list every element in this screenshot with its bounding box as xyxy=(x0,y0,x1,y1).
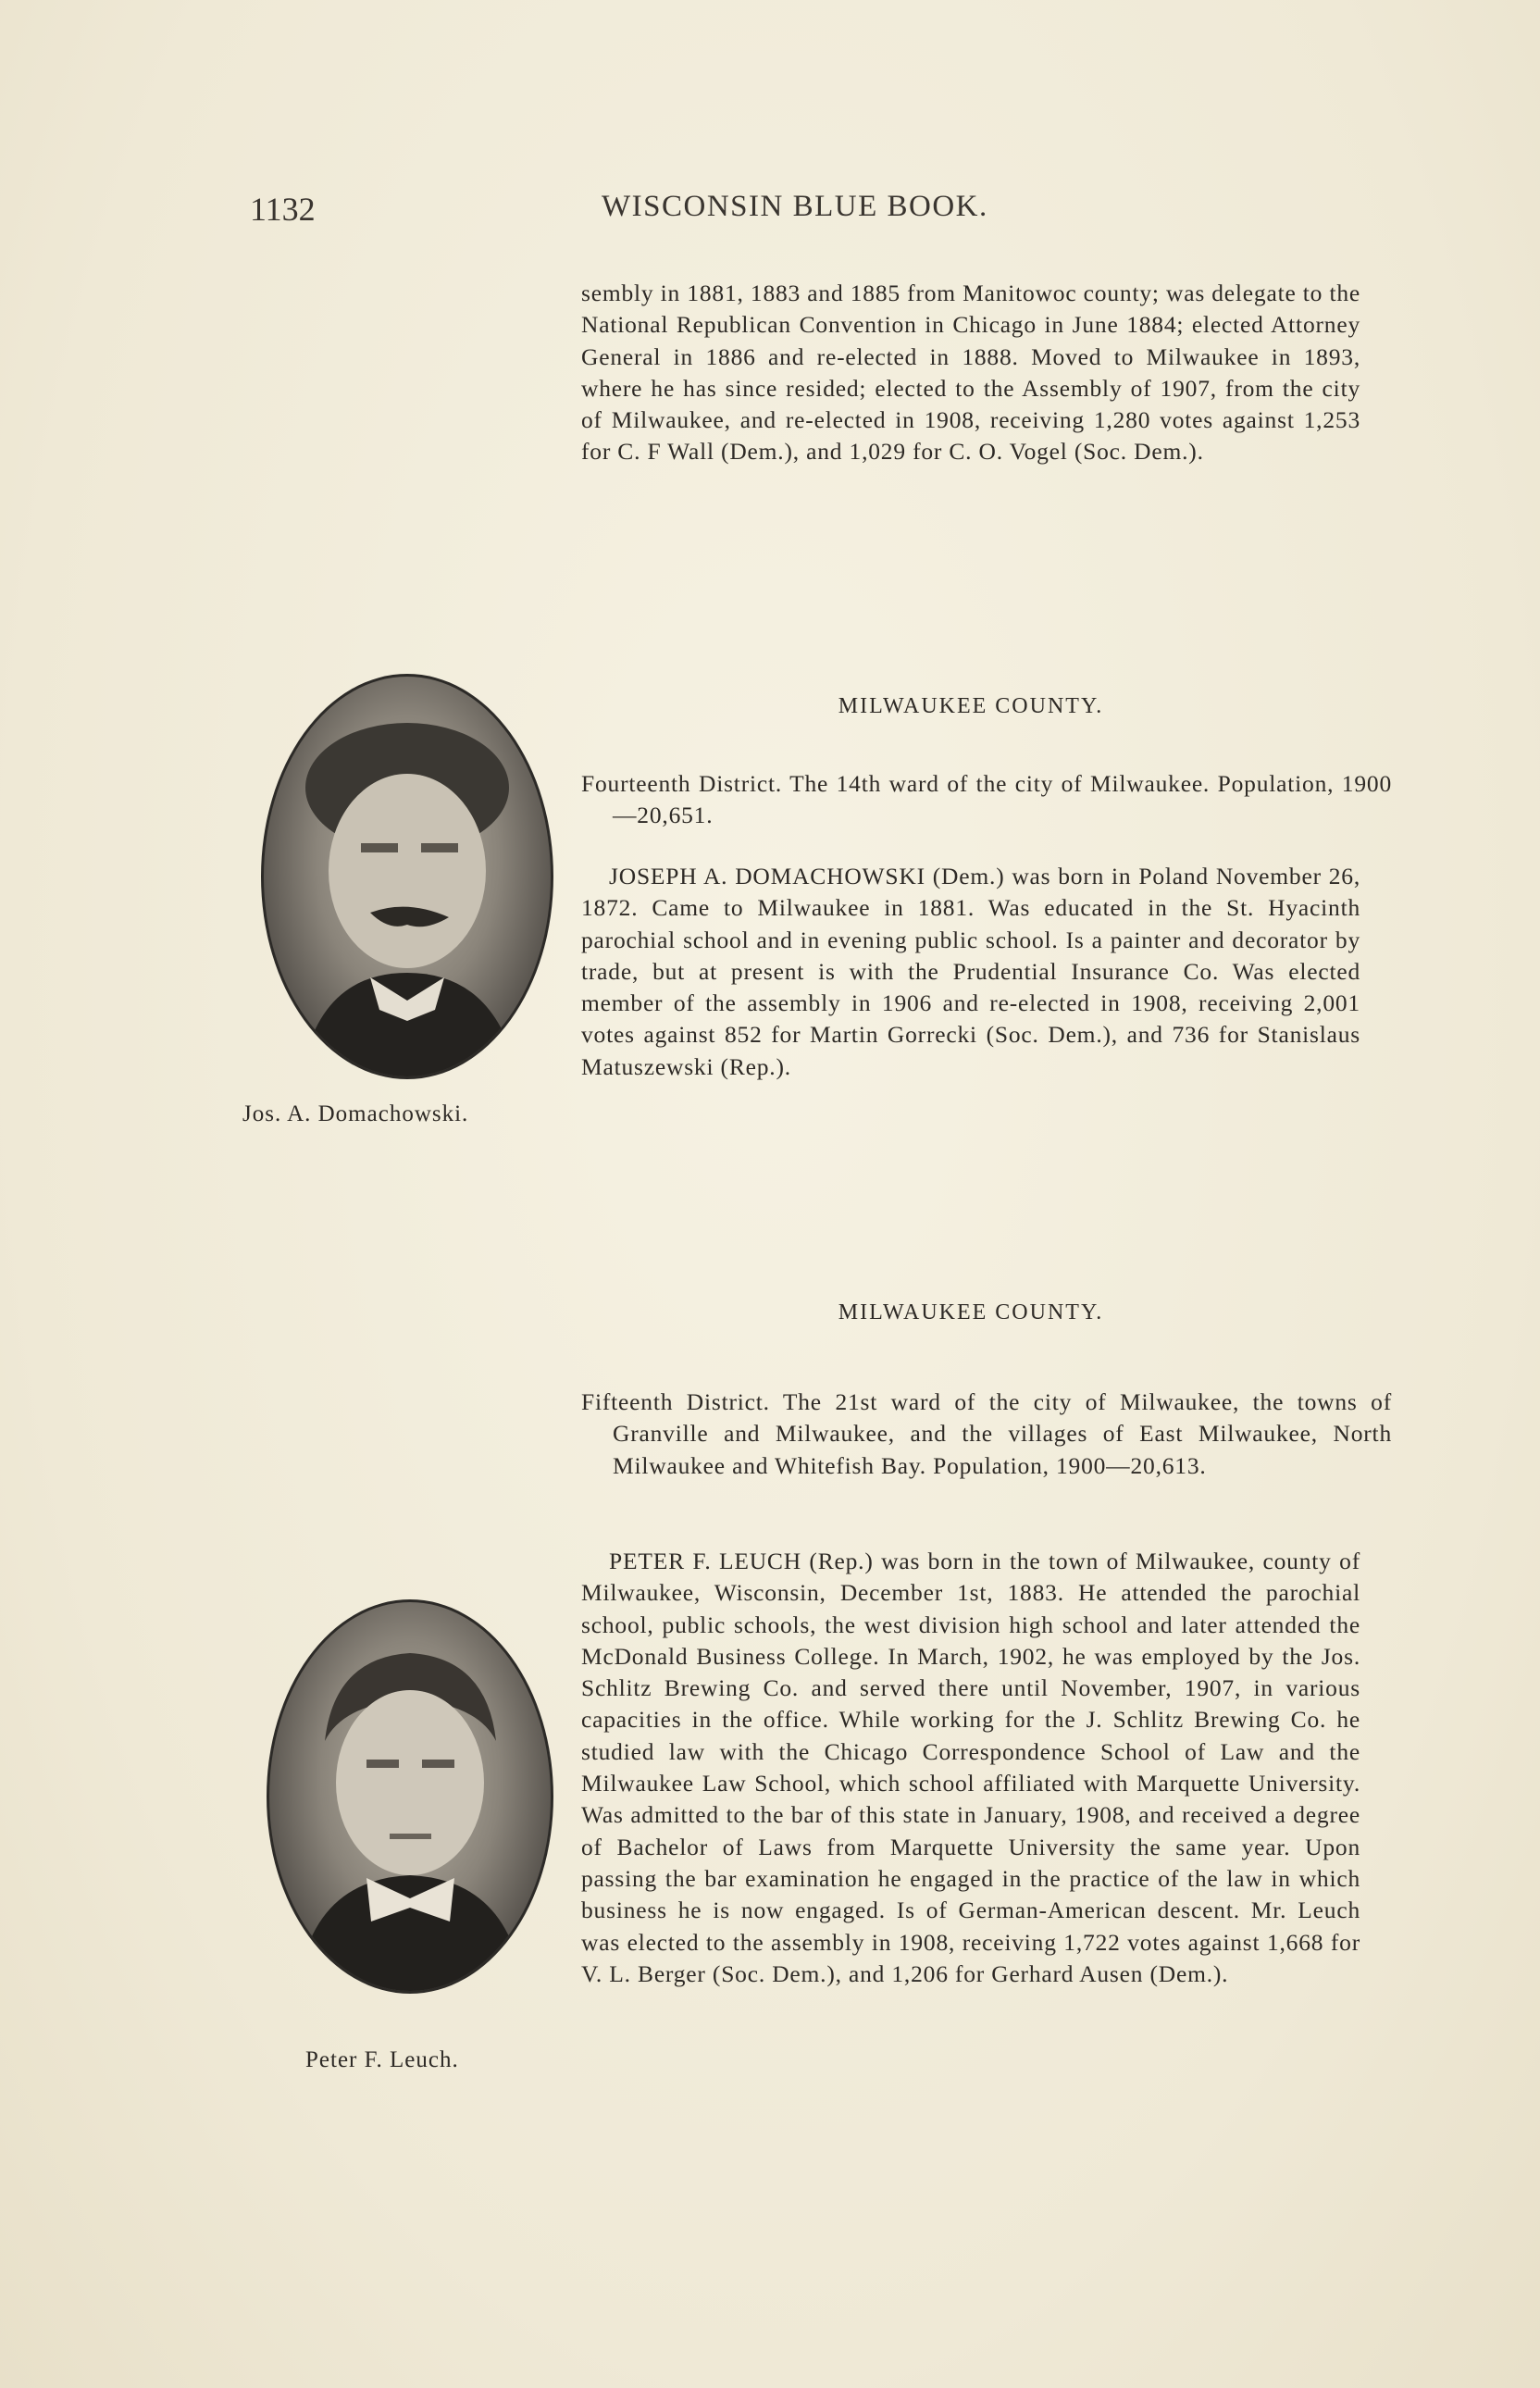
running-title: WISCONSIN BLUE BOOK. xyxy=(602,190,988,223)
portrait-photo-leuch xyxy=(267,1599,553,1994)
page-header xyxy=(250,190,1360,236)
district-description-14th: Fourteenth District. The 14th ward of the city of Milwaukee. Population, 1900—20,651. xyxy=(581,770,1392,829)
portrait-photo-domachowski xyxy=(261,674,553,1079)
biography-leuch: PETER F. LEUCH (Rep.) was born in the town of Milwaukee, county of Milwaukee, Wisconsin, December 1st, 1883. He attended the parochial school, public schools, the west division high school and later attended the McDonald Business College. In March, 1902, he was employed by the Jos. Schlitz Brewing Co. and served there until November, 1907, in various capacities in the office. While working for the J. Schlitz Brewing Co. he studied law with the Chicago Correspondence School of Law and the Milwaukee Law School, which school affiliated with Marquette University. Was admitted to the bar of this state in January, 1908, and received a degree of Bachelor of Laws from Marquette University the same year. Upon passing the bar examination he engaged in the practice of the law in which business he is now engaged. Is of German-American descent. Mr. Leuch was elected to the assembly in 1908, receiving 1,722 votes against 1,668 for V. L. Berger (Soc. Dem.), and 1,206 for Gerhard Ausen (Dem.). xyxy=(581,1548,1360,1987)
page-number: 1132 xyxy=(250,191,316,228)
section-heading-milwaukee-15th: MILWAUKEE COUNTY. xyxy=(838,1300,1104,1325)
continued-biography-paragraph: sembly in 1881, 1883 and 1885 from Manitowoc county; was delegate to the National Republican Convention in Chicago in June 1884; elected Attorney General in 1886 and re-elected in 1888. Moved to Milwaukee in 1893, where he has since resided; elected to the Assembly of 1907, from the city of Milwaukee, and re-elected in 1908, receiving 1,280 votes against 1,253 for C. F Wall (Dem.), and 1,029 for C. O. Vogel (Soc. Dem.). xyxy=(581,280,1360,466)
district-description-15th: Fifteenth District. The 21st ward of the city of Milwaukee, the towns of Granville and Milwaukee, and the villages of East Milwaukee, North Milwaukee and Whitefish Bay. Population, 1900—20,613. xyxy=(581,1388,1392,1479)
portrait-caption-domachowski: Jos. A. Domachowski. xyxy=(242,1101,469,1126)
portrait-caption-leuch: Peter F. Leuch. xyxy=(305,2047,459,2072)
biography-domachowski: JOSEPH A. DOMACHOWSKI (Dem.) was born in Poland November 26, 1872. Came to Milwaukee in 1881. Was educated in the St. Hyacinth parochial school and in evening public school. Is a painter and decorator by trade, but at present is with the Prudential Insurance Co. Was elected member of the assembly in 1906 and re-elected in 1908, receiving 2,001 votes against 852 for Martin Gorrecki (Soc. Dem.), and 736 for Stanislaus Matuszewski (Rep.). xyxy=(581,863,1360,1080)
section-heading-milwaukee-14th: MILWAUKEE COUNTY. xyxy=(838,694,1104,718)
